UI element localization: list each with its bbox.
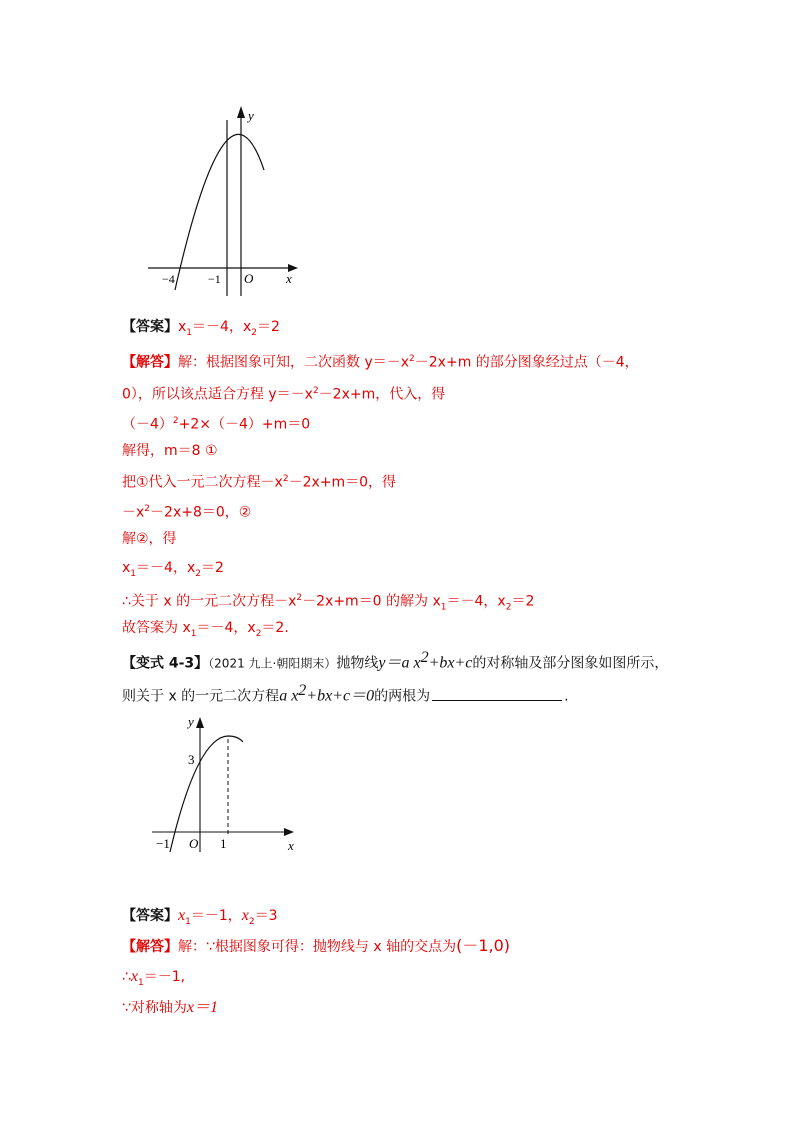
answer-text: x [178,907,186,924]
solution-1-line-8 [122,557,224,585]
solution-1-line-5 [122,468,396,494]
problem-tag: 【变式 4-3】 [122,655,209,672]
parabola-curve [170,736,243,852]
answer-text: ＝－1， [190,908,242,924]
x-axis-arrow [284,828,294,836]
solution-text: x＝1 [186,999,219,1016]
problem-formula: +bx+c [428,654,473,672]
problem-formula: +bx+c＝0 [306,687,375,705]
problem-source: （2021 九上·朝阳期末） [208,656,337,671]
solution-1-line-2 [122,380,445,406]
answer-text: 2 [251,327,257,338]
solution-text: 解②，得 [122,531,177,547]
answer-text: 1 [186,327,193,338]
y-axis-arrow [237,106,245,118]
solution-text: 故答案为 x [122,620,191,636]
solution-text: 2 [144,504,151,514]
solution-text: x [130,968,139,985]
solution-text: ＝－4，x [136,560,196,576]
answer-text: 1 [185,916,191,927]
solution-text: ＝2 [511,593,535,610]
answer-blank[interactable] [432,686,562,701]
solution-tag: 【解答】 [122,939,178,955]
solution-tag: 【解答】 [122,354,178,371]
x-label: x [286,271,292,286]
problem-formula: y＝a x [378,654,421,672]
solution-text: －2x+m 的部分图象经过点（－4， [414,354,639,371]
solution-text: 解得，m＝8 ① [122,443,218,459]
solution-text: +2×（－4）+m＝0 [178,416,311,433]
answer-2 [122,905,278,933]
solution-1-line-4 [122,440,218,462]
solution-text: 1 [440,602,447,613]
solution-text: 1 [190,628,197,639]
solution-text: 2 [312,386,319,396]
solution-text: 解：∵根据图象可得：抛物线与 x 轴的交点为 [178,939,457,955]
solution-text: ＝－4，x [446,593,506,610]
solution-text: －2x+m＝0，得 [288,474,397,491]
parabola-graph-2 [150,712,305,864]
origin-label: O [244,271,254,286]
solution-text: ∴关于 x 的一元二次方程－x [122,593,297,610]
solution-text: 1 [138,977,144,988]
tick-neg4: −4 [162,272,175,286]
solution-text: 2 [505,602,512,613]
solution-text: －2x+m，代入，得 [318,386,446,403]
solution-text: 2 [296,593,303,603]
solution-text: （－4） [122,416,173,433]
solution-text: －2x+8＝0，② [150,504,252,521]
solution-text: 2 [195,568,201,579]
solution-text: ∵对称轴为 [122,1000,187,1016]
solution-point: (－1,0) [456,936,511,955]
solution-text: 2 [255,628,262,639]
problem-text: 的两根为 [374,688,431,705]
solution-text: 0），所以该点适合方程 y＝－x [122,386,313,403]
solution-2-line-3 [122,997,218,1019]
solution-text: 解：根据图象可知，二次函数 y＝－x [178,354,410,371]
solution-text: ＝2 [200,560,224,576]
answer-text: x [178,319,187,335]
solution-1-line-1 [122,348,639,374]
solution-text: ∴ [122,969,131,985]
problem-2-line-2 [122,680,569,708]
solution-text: －2x+m＝0 的解为 x [302,593,441,610]
solution-1-line-7 [122,528,177,550]
solution-text: 2 [282,474,289,484]
origin-label: O [189,836,199,851]
solution-text: 2 [172,416,179,426]
solution-2-line-1 [122,935,510,958]
solution-1-line-10 [122,617,289,645]
solution-1-line-9 [122,587,534,618]
solution-text: ＝2. [261,620,289,636]
problem-text: . [564,688,569,705]
solution-text: 把①代入一元二次方程－x [122,474,283,491]
problem-text: 的对称轴及部分图象如图所示， [472,655,669,672]
answer-text: x [242,319,252,335]
answer-text: ＝3 [254,908,278,924]
parabola-curve [175,134,264,290]
answer-tag: 【答案】 [122,908,178,924]
answer-text: x [241,907,249,924]
solution-text: 1 [130,568,137,579]
solution-text: ＝－1, [143,969,186,985]
problem-formula: 2 [298,682,307,699]
tick-3: 3 [188,752,195,767]
answer-text: ＝－4， [192,319,243,335]
answer-text: 2 [248,916,255,927]
solution-2-line-2 [122,966,185,994]
solution-text: 2 [409,354,415,364]
problem-formula: 2 [420,649,429,666]
answer-tag: 【答案】 [122,319,178,335]
problem-text: 抛物线 [336,655,379,672]
solution-text: －x [122,504,145,521]
solution-text: x [122,560,131,576]
y-label: y [248,108,254,123]
tick-neg1: −1 [208,272,221,286]
answer-text: ＝2 [256,319,280,335]
y-axis-arrow [196,717,204,728]
answer-1 [122,316,280,344]
parabola-graph-1 [140,100,310,305]
problem-text: 则关于 x 的一元二次方程 [122,688,280,705]
y-label: y [188,714,194,729]
problem-formula: a x [279,687,299,705]
tick-1: 1 [220,836,227,851]
tick-neg1: −1 [156,836,170,851]
problem-2-line-1 [122,647,668,675]
solution-1-line-3 [122,410,310,436]
x-label: x [288,838,294,853]
solution-text: ＝－4，x [196,620,256,636]
solution-1-line-6 [122,498,251,524]
